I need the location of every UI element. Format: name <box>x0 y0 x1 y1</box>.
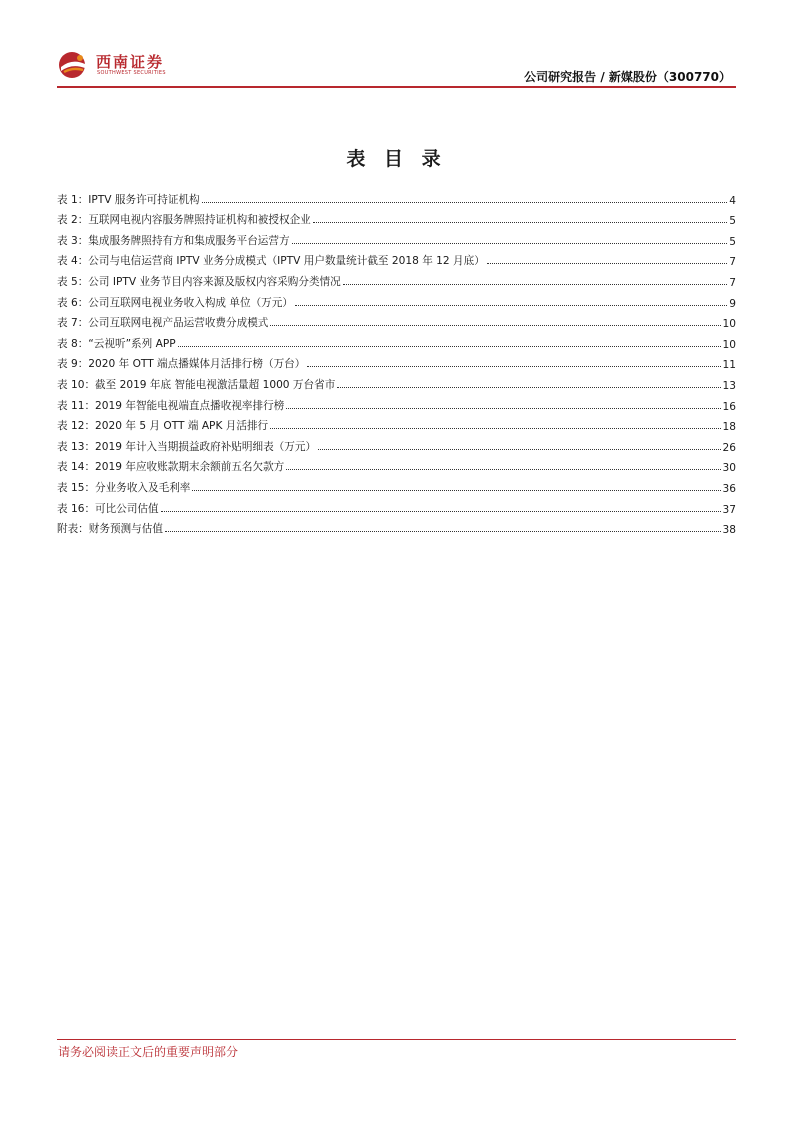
footer-divider <box>57 1039 736 1040</box>
toc-entry-page: 37 <box>722 503 736 516</box>
toc-entry-page: 5 <box>729 235 736 248</box>
toc-entry[interactable] <box>57 330 736 351</box>
toc-entry-label: 附表：财务预测与估值 <box>57 523 163 536</box>
toc-dot-leader <box>318 449 720 450</box>
toc-entry-label: 表 7：公司互联网电视产品运营收费分成模式 <box>57 317 269 330</box>
toc-entry-page: 26 <box>722 441 736 454</box>
toc-entry-page: 11 <box>722 359 736 372</box>
toc-entry[interactable] <box>57 351 736 372</box>
toc-entry-page: 18 <box>722 421 736 434</box>
logo-english-name: SOUTHWEST SECURITIES <box>97 70 166 76</box>
toc-entry[interactable] <box>57 371 736 392</box>
toc-entry[interactable] <box>57 289 736 310</box>
toc-entry-page: 7 <box>729 256 736 269</box>
toc-entry-label: 表 13：2019 年计入当期损益政府补贴明细表（万元） <box>57 440 317 453</box>
toc-entry-label: 表 5：公司 IPTV 业务节目内容来源及版权内容采购分类情况 <box>57 275 341 288</box>
toc-entry[interactable] <box>57 474 736 495</box>
toc-entry[interactable] <box>57 227 736 248</box>
toc-dot-leader <box>295 305 727 306</box>
toc-entry-label: 表 1：IPTV 服务许可持证机构 <box>57 193 200 206</box>
toc-entry-label: 表 10：截至 2019 年底 智能电视激活量超 1000 万台省市 <box>57 378 336 391</box>
toc-entry-page: 7 <box>729 276 736 289</box>
toc-entry-page: 4 <box>729 194 736 207</box>
toc-dot-leader <box>307 366 720 367</box>
toc-entry-label: 表 8：“云视听”系列 APP <box>57 337 176 350</box>
toc-dot-leader <box>270 428 720 429</box>
toc-entry-page: 38 <box>722 524 736 537</box>
toc-dot-leader <box>337 387 720 388</box>
toc-entry-label: 表 2：互联网电视内容服务牌照持证机构和被授权企业 <box>57 214 311 227</box>
table-of-tables <box>57 186 736 536</box>
toc-entry-label: 表 14：2019 年应收账款期末余额前五名欠款方 <box>57 461 285 474</box>
company-logo <box>58 48 218 84</box>
toc-entry[interactable] <box>57 454 736 475</box>
toc-entry-page: 36 <box>722 482 736 495</box>
toc-entry[interactable] <box>57 516 736 537</box>
toc-entry-label: 表 3：集成服务牌照持有方和集成服务平台运营方 <box>57 234 290 247</box>
toc-entry[interactable] <box>57 413 736 434</box>
toc-dot-leader <box>161 511 721 512</box>
toc-entry-label: 表 16：可比公司估值 <box>57 502 159 515</box>
toc-entry-page: 10 <box>722 338 736 351</box>
logo-chinese-name: 西南证券 <box>96 53 165 71</box>
toc-dot-leader <box>292 243 728 244</box>
southwest-securities-logo-icon <box>58 50 92 80</box>
toc-entry[interactable] <box>57 495 736 516</box>
toc-entry-label: 表 6：公司互联网电视业务收入构成 单位（万元） <box>57 296 293 309</box>
toc-entry[interactable] <box>57 268 736 289</box>
report-label: 公司研究报告 / 新媒股份（300770） <box>524 70 731 84</box>
toc-dot-leader <box>286 469 720 470</box>
toc-entry-page: 13 <box>722 379 736 392</box>
toc-dot-leader <box>165 531 721 532</box>
toc-entry-page: 9 <box>729 297 736 310</box>
toc-dot-leader <box>343 284 728 285</box>
toc-entry[interactable] <box>57 433 736 454</box>
toc-dot-leader <box>313 222 727 223</box>
toc-dot-leader <box>487 263 727 264</box>
toc-entry-label: 表 9：2020 年 OTT 端点播媒体月活排行榜（万台） <box>57 358 306 371</box>
toc-entry-page: 16 <box>722 400 736 413</box>
toc-entry-label: 表 11：2019 年智能电视端直点播收视率排行榜 <box>57 399 285 412</box>
toc-dot-leader <box>270 325 720 326</box>
toc-entry[interactable] <box>57 186 736 207</box>
toc-dot-leader <box>202 202 728 203</box>
toc-entry[interactable] <box>57 248 736 269</box>
toc-dot-leader <box>178 346 721 347</box>
toc-entry-label: 表 15：分业务收入及毛利率 <box>57 481 191 494</box>
page-title: 表 目 录 <box>346 148 447 170</box>
footer-notice: 请务必阅读正文后的重要声明部分 <box>58 1045 239 1059</box>
toc-entry-label: 表 12：2020 年 5 月 OTT 端 APK 月活排行 <box>57 420 269 433</box>
toc-dot-leader <box>286 408 720 409</box>
toc-dot-leader <box>192 490 720 491</box>
header-divider <box>57 86 736 88</box>
toc-entry-page: 30 <box>722 462 736 475</box>
toc-entry[interactable] <box>57 207 736 228</box>
toc-entry[interactable] <box>57 392 736 413</box>
toc-entry-page: 5 <box>729 215 736 228</box>
toc-entry-page: 10 <box>722 318 736 331</box>
toc-entry[interactable] <box>57 310 736 331</box>
toc-entry-label: 表 4：公司与电信运营商 IPTV 业务分成模式（IPTV 用户数量统计截至 2018 年 12 月底） <box>57 255 485 268</box>
